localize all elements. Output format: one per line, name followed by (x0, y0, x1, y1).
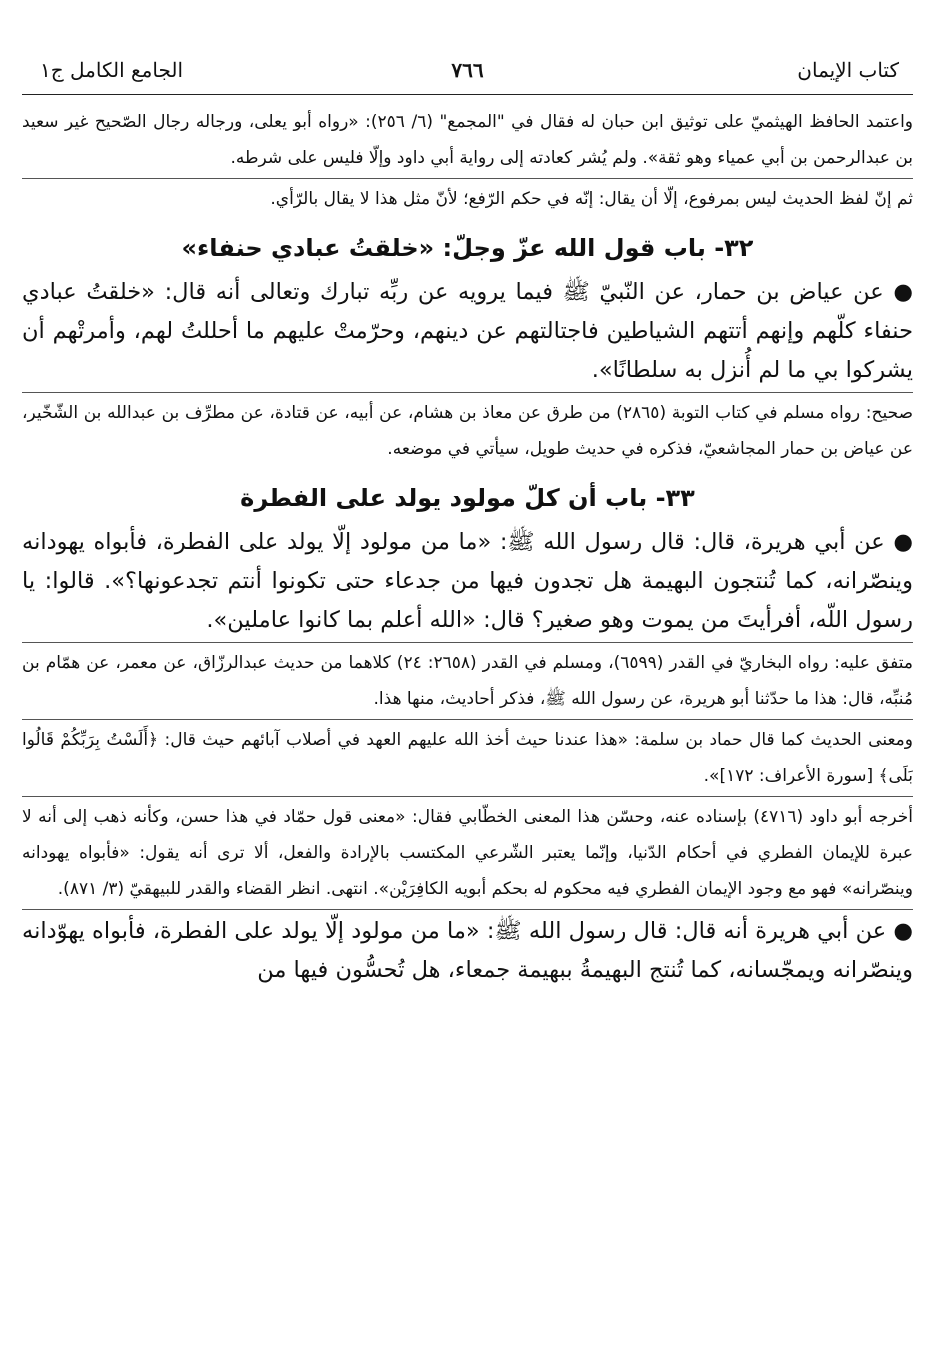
takhrij-paragraph: متفق عليه: رواه البخاريّ في القدر (٦٥٩٩)، ومسلم في القدر (٢٦٥٨: ٢٤) كلاهما من حديث عبدالرزّاق، عن معمر، عن همّام بن مُنبِّه، قال: هذا ما حدّثنا أبو هريرة، عن رسول الله ﷺ، فذكر أحاديث، منها هذا. (22, 653, 913, 709)
divider (22, 909, 913, 910)
commentary-paragraph: أخرجه أبو داود (٤٧١٦) بإسناده عنه، وحسّن هذا المعنى الخطّابي فقال: «معنى قول حمّاد في هذا حسن، وكأنه ذهب إلى أنه لا عبرة للإيمان الفطري في أحكام الدّنيا، وإنّما يعتبر الشّرعي المكتسب بالإرادة والفعل، ألا ترى أنه يقول: «فأبواه يهودانه وينصّرانه» فهو مع وجود الإيمان الفطري فيه محكوم له بحكم أبويه الكافِرَيْن». انتهى. انظر القضاء والقدر للبيهقيّ (٣/ ٨٧١). (22, 807, 913, 899)
volume-title: الجامع الكامل ج١ (40, 58, 184, 82)
footnote-paragraph: ثم إنّ لفظ الحديث ليس بمرفوع، إلّا أن يقال: إنّه في حكم الرّفع؛ لأنّ مثل هذا لا يقال بالرّأي. (270, 189, 913, 209)
divider (22, 392, 913, 393)
commentary-paragraph: ومعنى الحديث كما قال حماد بن سلمة: «هذا عندنا حيث أخذ الله عليهم العهد في أصلاب آبائهم حيث قال: ﴿أَلَسْتُ بِرَبِّكُمْ قَالُوا بَلَى﴾ [سورة الأعراف: ١٧٢]». (22, 730, 913, 786)
footnote-paragraph: واعتمد الحافظ الهيثميّ على توثيق ابن حبان له فقال في "المجمع" (٦/ ٢٥٦): «رواه أبو يعلى، ورجاله رجال الصّحيح غير سعيد بن عبدالرحمن بن أبي عمياء وهو ثقة». ولم يُشر كعادته إلى رواية أبي داود وإلّا فليس على شرطه. (22, 112, 913, 168)
takhrij-paragraph: صحيح: رواه مسلم في كتاب التوبة (٢٨٦٥) من طرق عن معاذ بن هشام، عن أبيه، عن قتادة، عن مطرِّف بن عبدالله بن الشّخّير، عن عياض بن حمار المجاشعيّ، فذكره في حديث طويل، سيأتي في موضعه. (22, 403, 913, 459)
book-title: كتاب الإيمان (797, 58, 899, 82)
chapter-title: ٣٣- باب أن كلّ مولود يولد على الفطرة (240, 484, 695, 512)
hadith-text: ● عن أبي هريرة، قال: قال رسول الله ﷺ: «ما من مولود إلّا يولد على الفطرة، فأبواه يهودانه وينصّرانه، كما تُنتجون البهيمة هل تجدون فيها من جدعاء حتى تكونوا أنتم تجدعونها؟». قالوا: يا رسول اللّه، أفرأيتَ من يموت وهو صغير؟ قال: «الله أعلم بما كانوا عاملين». (22, 529, 913, 633)
divider (22, 642, 913, 643)
chapter-title: ٣٢- باب قول الله عزّ وجلّ: «خلقتُ عبادي حنفاء» (181, 234, 754, 262)
page-body (22, 104, 913, 1365)
header-rule (22, 94, 913, 95)
hadith-text: ● عن عياض بن حمار، عن النّبيّ ﷺ فيما يرويه عن ربِّه تبارك وتعالى أنه قال: «خلقتُ عبادي حنفاء كلّهم وإنهم أتتهم الشياطين فاجتالتهم عن دينهم، وحرّمتْ عليهم ما أحللتُ لهم، وأمرتْهم أن يشركوا بي ما لم أُنزل به سلطانًا». (22, 279, 913, 383)
divider (22, 796, 913, 797)
hadith-text: ● عن أبي هريرة أنه قال: قال رسول الله ﷺ: «ما من مولود إلّا يولد على الفطرة، فأبواه يهوّدانه وينصّرانه ويمجّسانه، كما تُنتج البهيمةُ ببهيمة جمعاء، هل تُحسُّون فيها من (22, 918, 913, 983)
divider (22, 719, 913, 720)
divider (22, 178, 913, 179)
page-number: ٧٦٦ (451, 58, 484, 82)
page-header (22, 50, 913, 96)
